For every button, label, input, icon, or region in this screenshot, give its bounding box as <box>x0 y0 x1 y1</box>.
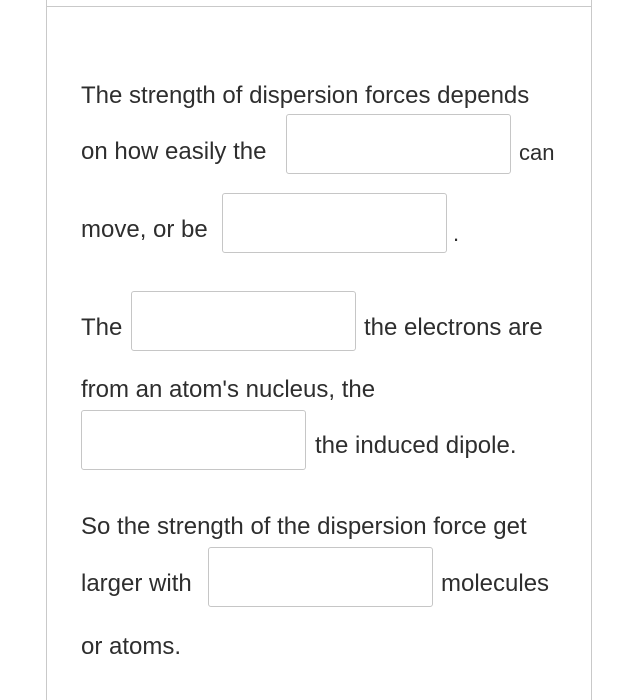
sentence2-from-nucleus: from an atom's nucleus, the <box>81 376 376 403</box>
sentence1-on-how: on how easily the <box>81 138 267 165</box>
blank-input-4[interactable] <box>81 410 306 470</box>
card-top-divider <box>46 6 592 7</box>
blank-input-3[interactable] <box>131 291 356 351</box>
sentence1-move-or-be: move, or be <box>81 216 208 243</box>
sentence1-period: . <box>453 221 460 246</box>
blank-input-5[interactable] <box>208 547 433 607</box>
sentence3-line1: So the strength of the dispersion force get <box>81 513 527 540</box>
blank-input-1[interactable] <box>286 114 511 174</box>
sentence2-induced-dipole: the induced dipole. <box>315 432 517 459</box>
blank-input-2[interactable] <box>222 193 447 253</box>
sentence2-electrons-are: the electrons are <box>364 314 543 341</box>
sentence1-can: can <box>519 140 555 165</box>
sentence3-molecules: molecules <box>441 570 550 597</box>
sentence3-or-atoms: or atoms. <box>81 633 182 660</box>
sentence1-line1: The strength of dispersion forces depends <box>81 82 530 109</box>
sentence2-the: The <box>81 314 123 341</box>
sentence3-larger-with: larger with <box>81 570 192 597</box>
